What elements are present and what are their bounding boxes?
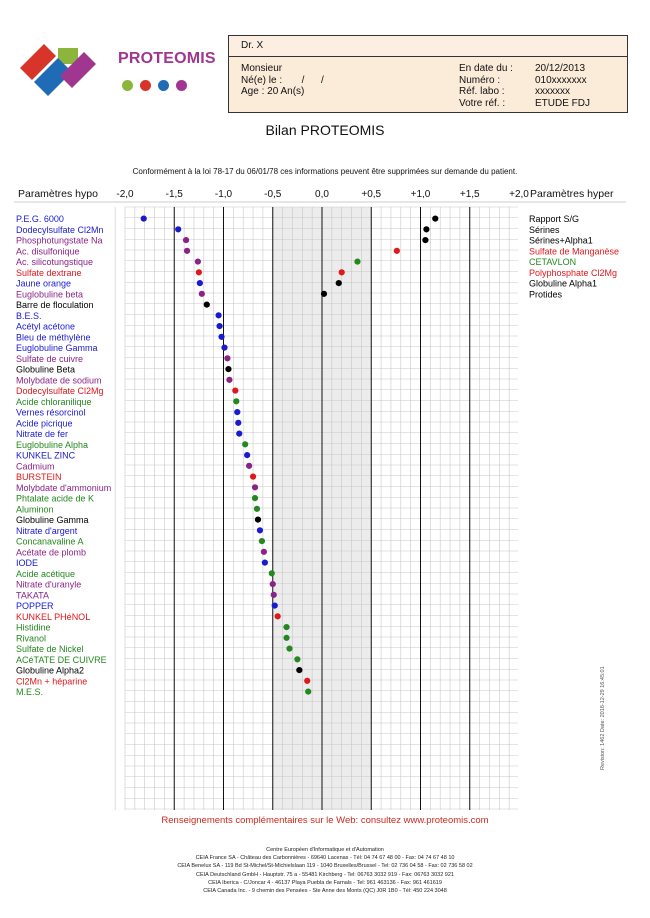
hypo-data-point: [283, 635, 289, 641]
ref-value: xxxxxxx: [535, 86, 570, 97]
hypo-parameter-label: BURSTEIN: [16, 472, 62, 483]
hypo-data-point: [225, 366, 231, 372]
ref-label: En date du :: [459, 63, 513, 74]
footer-line: Centre Européen d'Informatique et d'Automation: [266, 847, 384, 853]
ref-value: 20/12/2013: [535, 63, 586, 74]
hypo-data-point: [242, 441, 248, 447]
footer-line: CEIA Iberica - C/Joncar 4 - 46137 Playa Puebla de Farnals - Tel: 961 463136 - Fax: 961 461619: [208, 879, 442, 886]
x-tick-label: 0,0: [315, 189, 329, 200]
hypo-data-point: [259, 538, 265, 544]
logo-dot: [140, 80, 151, 91]
hypo-parameter-label: Molybdate de sodium: [16, 375, 102, 386]
report-title: Bilan PROTEOMIS: [265, 122, 385, 138]
hypo-parameter-label: B.E.S.: [16, 310, 42, 321]
hypo-data-point: [255, 517, 261, 523]
hypo-parameter-label: M.E.S.: [16, 687, 44, 698]
hypo-data-point: [244, 452, 250, 458]
hypo-data-point: [141, 216, 147, 222]
hypo-data-point: [275, 613, 281, 619]
hypo-parameter-label: Barre de floculation: [16, 300, 94, 311]
hypo-parameter-label: Acétate de plomb: [16, 547, 87, 558]
hypo-parameter-label: Acide chloranilique: [16, 396, 92, 407]
x-tick-label: -1,0: [214, 189, 233, 200]
x-tick-label: +1,5: [459, 189, 480, 200]
hypo-parameter-label: Ac. silicotungstique: [16, 257, 94, 268]
hypo-data-point: [175, 226, 181, 232]
hypo-data-point: [221, 345, 227, 351]
hypo-parameter-label: Histidine: [16, 622, 51, 633]
logo-dot: [122, 80, 133, 91]
hypo-parameter-label: Globuline Beta: [16, 364, 76, 375]
patient-birthdate: Né(e) le : / /: [241, 74, 324, 86]
hypo-data-point: [218, 334, 224, 340]
hypo-parameter-label: KUNKEL ZINC: [16, 450, 76, 461]
hypo-parameter-label: TAKATA: [16, 590, 50, 601]
hyper-parameter-label: CETAVLON: [529, 257, 577, 268]
x-tick-label: +2,0: [509, 189, 529, 200]
hypo-data-point: [250, 474, 256, 480]
footer-line: CEIA France SA - Château des Carbonnières - 69640 Lacenas - Tél: 04 74 67 48 00 - Fax: 04 74 67 48 10: [195, 855, 455, 862]
reference-values: [535, 63, 590, 109]
patient-header-box: [228, 35, 628, 113]
footer-line: CEIA Canada Inc. - 9 chemin des Pensées - Ste Anne des Monts (QC) J0R 1B0 - Tél: 450 224 3048: [203, 888, 447, 895]
hypo-data-point: [183, 237, 189, 243]
hyper-data-point: [423, 226, 429, 232]
hypo-data-point: [305, 689, 311, 695]
hypo-parameter-label: Nitrate d'uranyle: [16, 579, 82, 590]
hypo-parameter-label: Sulfate de cuivre: [16, 353, 84, 364]
hypo-data-point: [272, 603, 278, 609]
hyper-parameter-label: Protides: [529, 289, 563, 300]
hypo-data-point: [269, 570, 275, 576]
x-tick-label: -1,5: [165, 189, 183, 200]
logo-mark-icon: [14, 38, 110, 98]
ref-label: Réf. labo :: [459, 86, 505, 97]
ref-value: ETUDE FDJ: [535, 97, 590, 109]
hyper-parameter-label: Sérines: [529, 224, 560, 235]
hypo-parameter-label: Acide acétique: [16, 568, 76, 579]
hypo-data-point: [197, 280, 203, 286]
axis-label-hyper: Paramètres hyper: [530, 188, 614, 200]
hypo-parameter-label: Phosphotungstate Na: [16, 235, 103, 246]
legal-note: Conformément à la loi 78-17 du 06/01/78 ces informations peuvent être supprimées sur demande du patient.: [132, 167, 518, 176]
hypo-data-point: [252, 495, 258, 501]
logo-dot: [176, 80, 187, 91]
hypo-parameter-label: Cadmium: [16, 461, 55, 472]
hyper-data-point: [432, 216, 438, 222]
hypo-data-point: [233, 398, 239, 404]
hypo-data-point: [261, 549, 267, 555]
hypo-data-point: [204, 302, 210, 308]
hypo-parameter-label: Euglobuline Alpha: [16, 439, 89, 450]
hypo-data-point: [283, 624, 289, 630]
hypo-parameter-label: Euglobuline beta: [16, 289, 84, 300]
hypo-parameter-label: Jaune orange: [16, 278, 72, 289]
hypo-parameter-label: Rivanol: [16, 633, 47, 644]
hyper-parameter-label: Polyphosphate Cl2Mg: [529, 267, 618, 278]
x-tick-label: -0,5: [264, 189, 282, 200]
hypo-data-point: [224, 355, 230, 361]
revision-stamp: Revision: 1462 Date: 2018-12-29 16:45:01: [600, 666, 606, 770]
hypo-data-point: [304, 678, 310, 684]
logo-wordmark: PROTEOMIS: [118, 50, 216, 67]
hyper-data-point: [422, 237, 428, 243]
hypo-parameter-label: Bleu de méthylène: [16, 332, 91, 343]
hyper-parameter-label: Globuline Alpha1: [529, 278, 598, 289]
axis-label-hypo: Paramètres hypo: [18, 188, 98, 200]
ref-label: Votre réf. :: [459, 97, 506, 109]
hypo-data-point: [226, 377, 232, 383]
hypo-parameter-label: Vernes résorcinol: [16, 407, 86, 418]
hypo-data-point: [235, 420, 241, 426]
hypo-parameter-label: Acide picrique: [16, 418, 73, 429]
hypo-data-point: [195, 259, 201, 265]
hypo-data-point: [246, 463, 252, 469]
hypo-data-point: [271, 592, 277, 598]
patient-age: Age : 20 An(s): [241, 86, 305, 97]
logo-dots: [122, 78, 194, 96]
hypo-parameter-label: Sulfate dextrane: [16, 267, 82, 278]
hypo-parameter-label: Globuline Alpha2: [16, 665, 85, 676]
hypo-data-point: [216, 323, 222, 329]
hypo-data-point: [196, 269, 202, 275]
hypo-parameter-label: Molybdate d'ammonium: [16, 482, 112, 493]
hypo-data-point: [215, 312, 221, 318]
hypo-parameter-label: POPPER: [16, 601, 54, 612]
x-tick-label: +0,5: [361, 189, 382, 200]
hypo-parameter-label: Phtalate acide de K: [16, 493, 95, 504]
hyper-data-point: [339, 269, 345, 275]
doctor-name: Dr. X: [229, 36, 627, 57]
hypo-data-point: [232, 388, 238, 394]
hypo-data-point: [199, 291, 205, 297]
logo-dot: [158, 80, 169, 91]
ref-value: 010xxxxxxx: [535, 74, 587, 86]
hyper-data-point: [394, 248, 400, 254]
proteomis-chart: [0, 180, 650, 820]
proteomis-logo: [14, 38, 219, 98]
hyper-data-point: [354, 259, 360, 265]
patient-title: Monsieur: [241, 63, 283, 74]
hypo-parameter-label: Sulfate de Nickel: [16, 644, 84, 655]
hypo-parameter-label: Cl2Mn + héparine: [16, 676, 88, 687]
hypo-parameter-label: Euglobuline Gamma: [16, 343, 98, 354]
hyper-data-point: [336, 280, 342, 286]
hyper-parameter-label: Sérines+Alpha1: [529, 235, 593, 246]
footer-addresses: [0, 846, 650, 895]
hyper-parameter-label: Sulfate de Manganèse: [529, 246, 620, 257]
footer-line: CEIA Benelux SA - 119 Bd St-Michel/St-Michielslaan 119 - 1040 Bruxelles/Brussel - Tel: 02 736 04 58 - Fax: 02 736 58 02: [177, 863, 473, 870]
hypo-parameter-label: ACéTATE DE CUIVRE: [16, 654, 107, 665]
hypo-parameter-label: IODE: [16, 558, 39, 569]
hypo-data-point: [254, 506, 260, 512]
hypo-data-point: [252, 484, 258, 490]
hypo-parameter-label: KUNKEL PHéNOL: [16, 611, 91, 622]
hypo-data-point: [296, 667, 302, 673]
ref-label: Numéro :: [459, 74, 501, 86]
hypo-parameter-label: Dodecylsulfate Cl2Mn: [16, 224, 104, 235]
hyper-data-point: [321, 291, 327, 297]
hypo-data-point: [236, 431, 242, 437]
hypo-data-point: [294, 656, 300, 662]
hypo-data-point: [270, 581, 276, 587]
hypo-data-point: [184, 248, 190, 254]
hypo-parameter-label: Concanavaline A: [16, 536, 84, 547]
hypo-data-point: [257, 527, 263, 533]
hypo-parameter-label: Aluminon: [16, 504, 54, 515]
web-info-note: Renseignements complémentaires sur le Web: consultez www.proteomis.com: [161, 815, 489, 826]
hypo-parameter-label: Ac. disulfonique: [16, 246, 80, 257]
reference-labels: [459, 63, 513, 109]
x-tick-label: -2,0: [116, 189, 134, 200]
hypo-data-point: [234, 409, 240, 415]
hypo-parameter-label: Nitrate d'argent: [16, 525, 78, 536]
hypo-parameter-label: P.E.G. 6000: [16, 214, 64, 225]
hypo-parameter-label: Acétyl acétone: [16, 321, 76, 332]
hypo-data-point: [262, 560, 268, 566]
hypo-parameter-label: Dodecylsulfate Cl2Mg: [16, 386, 104, 397]
hyper-parameter-label: Rapport S/G: [529, 214, 580, 225]
patient-info: [241, 63, 324, 98]
hypo-parameter-label: Nitrate de fer: [16, 429, 69, 440]
hypo-data-point: [286, 646, 292, 652]
x-tick-label: +1,0: [410, 189, 431, 200]
hypo-parameter-label: Globuline Gamma: [16, 515, 89, 526]
footer-line: CEIA Deutschland GmbH - Hauptstr. 75 a - 55481 Kirchberg - Tel: 06763 3032 919 - Fax: 06763 3032 921: [196, 871, 454, 878]
